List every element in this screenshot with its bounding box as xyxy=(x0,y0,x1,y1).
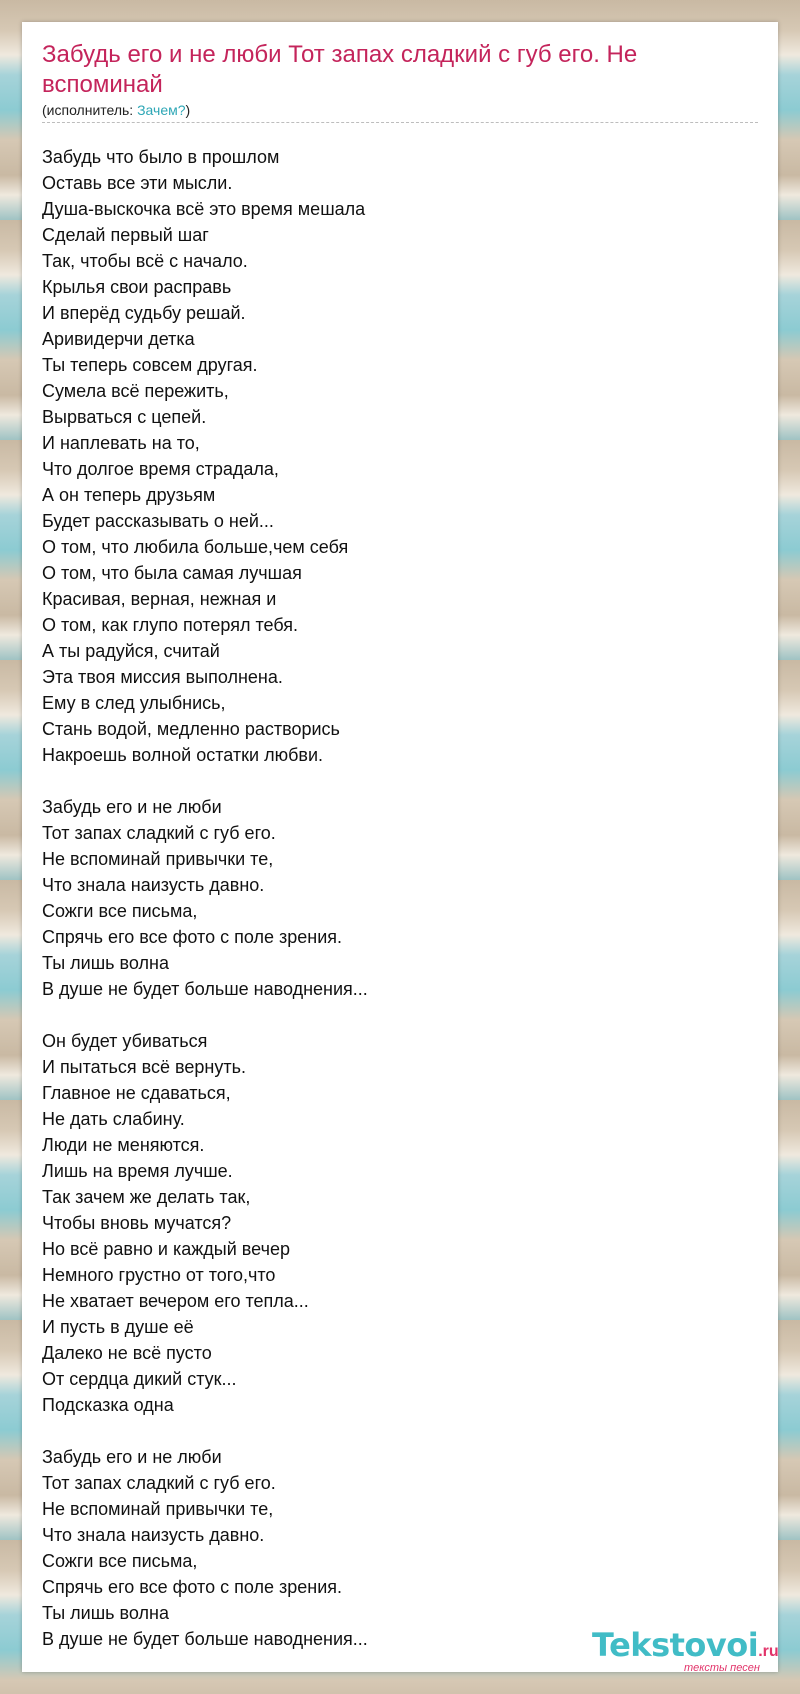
lyric-line: Так, чтобы всё с начало. xyxy=(42,251,248,271)
lyric-line: Спрячь его все фото с поле зрения. xyxy=(42,927,342,947)
lyrics-text xyxy=(42,144,758,1652)
lyric-line: А ты радуйся, считай xyxy=(42,641,220,661)
lyric-line: В душе не будет больше наводнения... xyxy=(42,979,368,999)
lyric-line: Аривидерчи детка xyxy=(42,329,195,349)
logo-domain: .ru xyxy=(758,1643,779,1660)
lyric-line: И пусть в душе её xyxy=(42,1317,194,1337)
lyric-line: Чтобы вновь мучатся? xyxy=(42,1213,232,1233)
lyric-line: Оставь все эти мысли. xyxy=(42,173,233,193)
site-logo[interactable] xyxy=(592,1628,792,1674)
lyric-line: Далеко не всё пусто xyxy=(42,1343,212,1363)
artist-suffix: ) xyxy=(185,102,191,118)
lyric-line xyxy=(42,1002,758,1028)
lyric-line: Вырваться с цепей. xyxy=(42,407,207,427)
lyric-line: Ему в след улыбнись, xyxy=(42,693,226,713)
lyric-line: О том, как глупо потерял тебя. xyxy=(42,615,299,635)
lyric-line: Но всё равно и каждый вечер xyxy=(42,1239,290,1259)
lyric-line: Что знала наизусть давно. xyxy=(42,1525,265,1545)
lyric-line xyxy=(42,768,758,794)
logo-tagline: тексты песен xyxy=(684,1662,760,1674)
lyric-line: О том, что была самая лучшая xyxy=(42,563,302,583)
lyric-line: Лишь на время лучше. xyxy=(42,1161,233,1181)
lyric-line: Что знала наизусть давно. xyxy=(42,875,265,895)
lyric-line: Он будет убиваться xyxy=(42,1031,208,1051)
lyric-line: Сумела всё пережить, xyxy=(42,381,229,401)
lyric-line: Не дать слабину. xyxy=(42,1109,185,1129)
lyric-line: Накроешь волной остатки любви. xyxy=(42,745,323,765)
lyric-line: Что долгое время страдала, xyxy=(42,459,279,479)
lyric-line: Сожги все письма, xyxy=(42,1551,198,1571)
lyric-line: Ты лишь волна xyxy=(42,953,169,973)
lyric-line: И наплевать на то, xyxy=(42,433,200,453)
lyric-line: Забудь что было в прошлом xyxy=(42,147,280,167)
logo-wordmark: Tekstovoi xyxy=(592,1626,759,1664)
lyric-line: Спрячь его все фото с поле зрения. xyxy=(42,1577,342,1597)
lyric-line: А он теперь друзьям xyxy=(42,485,216,505)
lyric-line: В душе не будет больше наводнения... xyxy=(42,1629,368,1649)
lyric-line: Забудь его и не люби xyxy=(42,1447,222,1467)
lyric-line: Забудь его и не люби xyxy=(42,797,222,817)
lyric-line: О том, что любила больше,чем себя xyxy=(42,537,349,557)
lyric-line: Стань водой, медленно растворись xyxy=(42,719,340,739)
lyric-line: Тот запах сладкий с губ его. xyxy=(42,1473,276,1493)
lyric-line: Сделай первый шаг xyxy=(42,225,209,245)
lyric-line: Тот запах сладкий с губ его. xyxy=(42,823,276,843)
lyric-line: Крылья свои расправь xyxy=(42,277,232,297)
lyric-line: Ты лишь волна xyxy=(42,1603,169,1623)
lyric-line: Эта твоя миссия выполнена. xyxy=(42,667,283,687)
lyric-line: Так зачем же делать так, xyxy=(42,1187,251,1207)
lyric-line: Немного грустно от того,что xyxy=(42,1265,276,1285)
lyric-line: Ты теперь совсем другая. xyxy=(42,355,258,375)
lyric-line: Сожги все письма, xyxy=(42,901,198,921)
lyrics-card xyxy=(22,22,778,1672)
artist-prefix: (исполнитель: xyxy=(42,102,138,118)
lyric-line: Красивая, верная, нежная и xyxy=(42,589,277,609)
lyric-line: Не вспоминай привычки те, xyxy=(42,1499,274,1519)
artist-line xyxy=(42,102,758,123)
artist-link[interactable]: Зачем? xyxy=(137,102,186,118)
lyric-line: Душа-выскочка всё это время мешала xyxy=(42,199,366,219)
lyric-line xyxy=(42,1418,758,1444)
song-title: Забудь его и не люби Тот запах сладкий с губ его. Не вспоминай xyxy=(42,41,638,98)
lyric-line: И пытаться всё вернуть. xyxy=(42,1057,246,1077)
lyric-line: Будет рассказывать о ней... xyxy=(42,511,274,531)
song-header xyxy=(42,40,758,123)
lyric-line: Люди не меняются. xyxy=(42,1135,205,1155)
lyric-line: Подсказка одна xyxy=(42,1395,174,1415)
lyric-line: Не хватает вечером его тепла... xyxy=(42,1291,309,1311)
lyric-line: От сердца дикий стук... xyxy=(42,1369,237,1389)
lyric-line: Главное не сдаваться, xyxy=(42,1083,231,1103)
lyric-line: Не вспоминай привычки те, xyxy=(42,849,274,869)
lyric-line: И вперёд судьбу решай. xyxy=(42,303,246,323)
